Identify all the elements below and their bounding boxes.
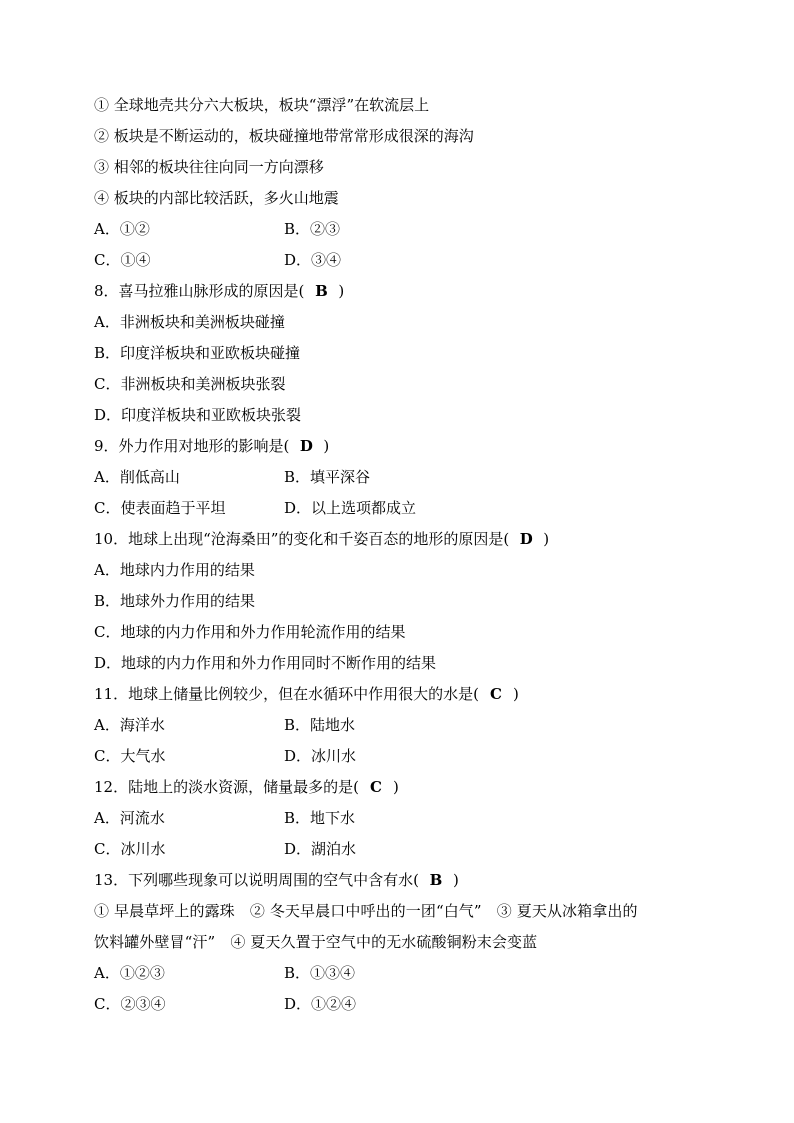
q13-statements-line-2: 饮料罐外壁冒“汗” ④ 夏天久置于空气中的无水硫酸铜粉末会变蓝 bbox=[94, 933, 538, 951]
q12-option-d: D．湖泊水 bbox=[284, 840, 357, 858]
q13-option-a: A．①②③ bbox=[94, 964, 165, 982]
statement-3: ③ 相邻的板块往往向同一方向漂移 bbox=[94, 158, 324, 176]
q10-close-paren: ) bbox=[543, 530, 550, 548]
q7-options-row-2 bbox=[94, 247, 714, 278]
question-11 bbox=[94, 681, 714, 712]
q12-option-c: C．冰川水 bbox=[94, 840, 166, 858]
q7-option-a: A．①② bbox=[94, 220, 150, 238]
q11-option-a: A．海洋水 bbox=[94, 716, 165, 734]
q12-close-paren: ) bbox=[392, 778, 399, 796]
q12-answer: C bbox=[369, 778, 382, 796]
q13-option-d: D．①②④ bbox=[284, 995, 357, 1013]
question-10 bbox=[94, 526, 714, 557]
q11-option-c: C．大气水 bbox=[94, 747, 166, 765]
q8-option-c: C．非洲板块和美洲板块张裂 bbox=[94, 375, 286, 393]
q10-answer: D bbox=[519, 530, 533, 548]
q8-option-d: D．印度洋板块和亚欧板块张裂 bbox=[94, 406, 302, 424]
q11-close-paren: ) bbox=[512, 685, 519, 703]
statement-2: ② 板块是不断运动的，板块碰撞地带常常形成很深的海沟 bbox=[94, 127, 474, 145]
q10-option-d: D．地球的内力作用和外力作用同时不断作用的结果 bbox=[94, 654, 437, 672]
q9-options-row-2 bbox=[94, 495, 714, 526]
q9-option-b: B．填平深谷 bbox=[284, 468, 371, 486]
question-9 bbox=[94, 433, 714, 464]
q12-stem: 12．陆地上的淡水资源，储量最多的是( bbox=[94, 778, 359, 796]
q11-stem: 11．地球上储量比例较少，但在水循环中作用很大的水是( bbox=[94, 685, 479, 703]
statement-4: ④ 板块的内部比较活跃，多火山地震 bbox=[94, 189, 339, 207]
q13-close-paren: ) bbox=[452, 871, 459, 889]
question-13 bbox=[94, 867, 714, 898]
q8-answer: B bbox=[315, 282, 328, 300]
q7-option-d: D．③④ bbox=[284, 251, 342, 269]
q10-option-a: A．地球内力作用的结果 bbox=[94, 561, 255, 579]
q13-statements-line-1: ① 早晨草坪上的露珠 ② 冬天早晨口中呼出的一团“白气” ③ 夏天从冰箱拿出的 bbox=[94, 902, 638, 920]
q12-options-row-1 bbox=[94, 805, 714, 836]
q8-option-b: B．印度洋板块和亚欧板块碰撞 bbox=[94, 344, 301, 362]
q11-options-row-1 bbox=[94, 712, 714, 743]
q13-answer: B bbox=[429, 871, 443, 889]
q9-option-a: A．削低高山 bbox=[94, 468, 180, 486]
q9-answer: D bbox=[299, 437, 313, 455]
q13-stem: 13．下列哪些现象可以说明周围的空气中含有水( bbox=[94, 871, 419, 889]
q11-option-b: B．陆地水 bbox=[284, 716, 356, 734]
q9-option-d: D．以上选项都成立 bbox=[284, 499, 417, 517]
q11-options-row-2 bbox=[94, 743, 714, 774]
q13-options-row-1 bbox=[94, 960, 714, 991]
question-12 bbox=[94, 774, 714, 805]
q7-option-c: C．①④ bbox=[94, 251, 151, 269]
q11-option-d: D．冰川水 bbox=[284, 747, 357, 765]
q8-option-a: A．非洲板块和美洲板块碰撞 bbox=[94, 313, 285, 331]
q10-option-b: B．地球外力作用的结果 bbox=[94, 592, 256, 610]
q12-option-b: B．地下水 bbox=[284, 809, 356, 827]
q11-answer: C bbox=[489, 685, 502, 703]
q12-option-a: A．河流水 bbox=[94, 809, 165, 827]
q12-options-row-2 bbox=[94, 836, 714, 867]
q13-option-b: B．①③④ bbox=[284, 964, 356, 982]
q10-stem: 10．地球上出现“沧海桑田”的变化和千姿百态的地形的原因是( bbox=[94, 530, 510, 548]
q9-stem: 9．外力作用对地形的影响是( bbox=[94, 437, 290, 455]
q13-options-row-2 bbox=[94, 991, 714, 1022]
q8-stem: 8．喜马拉雅山脉形成的原因是( bbox=[94, 282, 305, 300]
q9-options-row-1 bbox=[94, 464, 714, 495]
q9-close-paren: ) bbox=[323, 437, 330, 455]
q10-option-c: C．地球的内力作用和外力作用轮流作用的结果 bbox=[94, 623, 406, 641]
q7-options-row-1 bbox=[94, 216, 714, 247]
q8-close-paren: ) bbox=[338, 282, 345, 300]
statement-1: ① 全球地壳共分六大板块，板块“漂浮”在软流层上 bbox=[94, 96, 430, 114]
question-8 bbox=[94, 278, 714, 309]
question-content bbox=[94, 92, 714, 1022]
q7-option-b: B．②③ bbox=[284, 220, 341, 238]
q9-option-c: C．使表面趋于平坦 bbox=[94, 499, 226, 517]
q13-option-c: C．②③④ bbox=[94, 995, 166, 1013]
